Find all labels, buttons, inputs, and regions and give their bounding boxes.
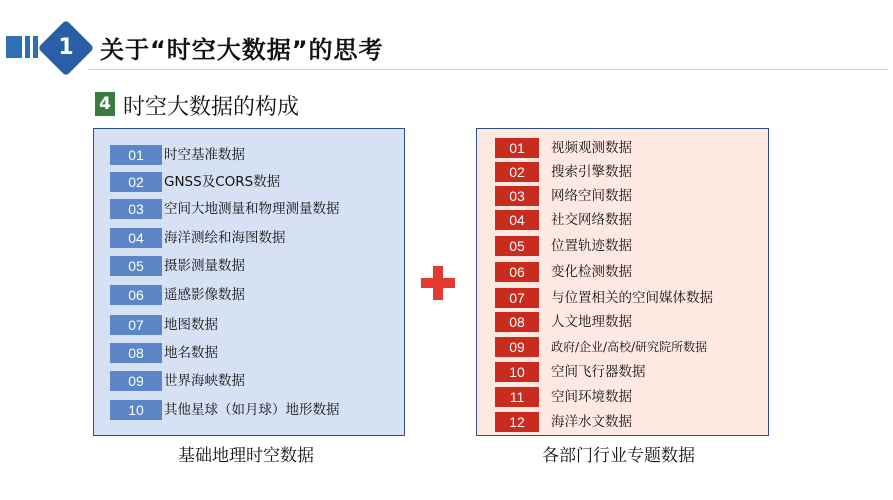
item-code: 01 bbox=[495, 138, 539, 158]
list-item bbox=[94, 228, 404, 252]
item-label: 地名数据 bbox=[164, 345, 218, 361]
item-label: 人文地理数据 bbox=[551, 314, 632, 330]
list-item bbox=[477, 236, 768, 260]
item-code: 12 bbox=[495, 412, 539, 432]
item-label: 空间环境数据 bbox=[551, 389, 632, 405]
item-code: 02 bbox=[110, 172, 162, 192]
item-code: 04 bbox=[110, 228, 162, 248]
list-item bbox=[94, 145, 404, 169]
item-label: 时空基准数据 bbox=[164, 147, 245, 163]
item-code: 01 bbox=[110, 145, 162, 165]
subheading-title: 时空大数据的构成 bbox=[123, 95, 300, 120]
item-label: GNSS及CORS数据 bbox=[164, 174, 281, 190]
item-label: 其他星球（如月球）地形数据 bbox=[164, 402, 340, 418]
item-code: 08 bbox=[495, 312, 539, 332]
header-divider bbox=[88, 69, 888, 70]
left-panel-caption: 基础地理时空数据 bbox=[178, 446, 314, 466]
list-item bbox=[94, 371, 404, 395]
item-label: 海洋测绘和海图数据 bbox=[164, 230, 286, 246]
item-label: 变化检测数据 bbox=[551, 264, 632, 280]
item-code: 05 bbox=[495, 236, 539, 256]
item-label: 世界海峡数据 bbox=[164, 373, 245, 389]
item-label: 地图数据 bbox=[164, 317, 218, 333]
item-label: 海洋水文数据 bbox=[551, 414, 632, 430]
list-item bbox=[94, 256, 404, 280]
plus-icon bbox=[421, 266, 455, 300]
item-label: 视频观测数据 bbox=[551, 140, 632, 156]
item-code: 03 bbox=[495, 186, 539, 206]
item-label: 与位置相关的空间媒体数据 bbox=[551, 290, 713, 306]
item-code: 10 bbox=[495, 362, 539, 382]
item-label: 空间飞行器数据 bbox=[551, 364, 646, 380]
item-code: 06 bbox=[495, 262, 539, 282]
item-code: 03 bbox=[110, 199, 162, 219]
item-label: 政府/企业/高校/研究院所数据 bbox=[551, 340, 708, 354]
list-item bbox=[94, 199, 404, 223]
item-label: 网络空间数据 bbox=[551, 188, 632, 204]
section-number: 1 bbox=[58, 35, 74, 60]
list-item bbox=[94, 315, 404, 339]
bars-icon bbox=[6, 36, 38, 58]
subheading-number: 4 bbox=[95, 92, 115, 116]
base-geo-data-panel bbox=[93, 128, 405, 436]
item-code: 07 bbox=[110, 315, 162, 335]
list-item bbox=[477, 138, 768, 162]
item-code: 07 bbox=[495, 288, 539, 308]
list-item bbox=[477, 412, 768, 436]
slide-header bbox=[0, 22, 893, 70]
item-label: 位置轨迹数据 bbox=[551, 238, 632, 254]
item-label: 遥感影像数据 bbox=[164, 287, 245, 303]
item-code: 02 bbox=[495, 162, 539, 182]
list-item bbox=[477, 288, 768, 312]
item-code: 04 bbox=[495, 210, 539, 230]
list-item bbox=[477, 387, 768, 411]
item-code: 10 bbox=[110, 400, 162, 420]
list-item bbox=[477, 162, 768, 186]
list-item bbox=[94, 400, 404, 424]
item-label: 空间大地测量和物理测量数据 bbox=[164, 201, 340, 217]
item-code: 05 bbox=[110, 256, 162, 276]
item-code: 09 bbox=[110, 371, 162, 391]
item-code: 09 bbox=[495, 337, 539, 357]
item-label: 摄影测量数据 bbox=[164, 258, 245, 274]
item-code: 11 bbox=[495, 387, 539, 407]
item-label: 社交网络数据 bbox=[551, 212, 632, 228]
industry-data-panel bbox=[476, 128, 769, 436]
list-item bbox=[477, 186, 768, 210]
slide-title: 关于“时空大数据”的思考 bbox=[100, 36, 384, 64]
list-item bbox=[94, 343, 404, 367]
list-item bbox=[477, 337, 768, 361]
list-item bbox=[94, 172, 404, 196]
item-code: 06 bbox=[110, 285, 162, 305]
list-item bbox=[477, 262, 768, 286]
right-panel-caption: 各部门行业专题数据 bbox=[542, 446, 695, 466]
item-code: 08 bbox=[110, 343, 162, 363]
list-item bbox=[477, 362, 768, 386]
item-label: 搜索引擎数据 bbox=[551, 164, 632, 180]
list-item bbox=[94, 285, 404, 309]
list-item bbox=[477, 210, 768, 234]
list-item bbox=[477, 312, 768, 336]
